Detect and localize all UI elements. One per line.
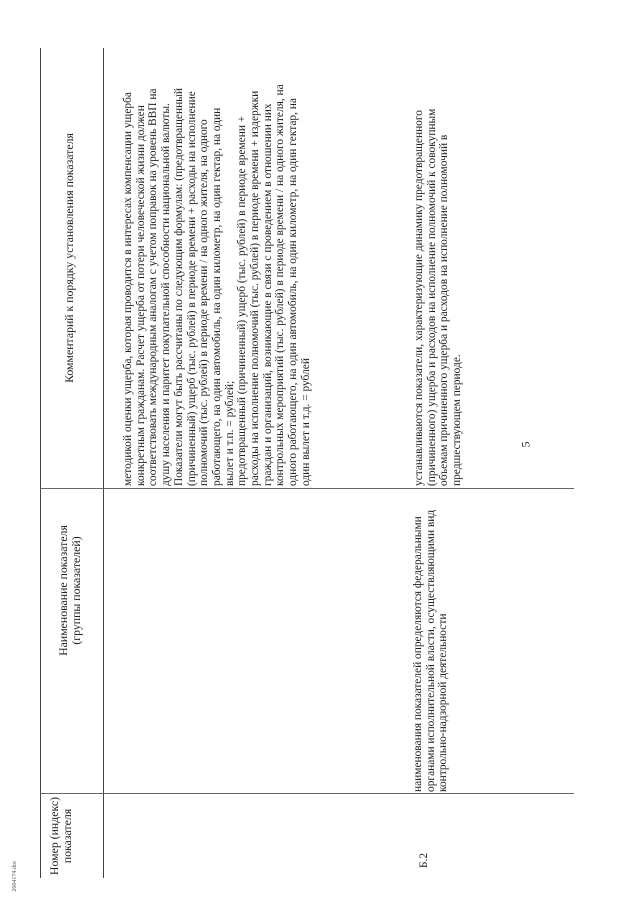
row1-comment-p1: методикой оценки ущерба, которая проводится в интересах компенсации ущерба конкретным гражданам. Расчет ущерба от потери человеческой жизни должен соответствовать международным аналогам с учетом поправок на уровень ВВП на душу населения и паритет покупательной способности национальной валюты. [122,88,173,486]
footer-code: 2604174.doc [12,860,18,892]
header-comment: Комментарий к порядку установления показателя [62,133,76,383]
row1-comment-p3: предотвращенный (причиненный) ущерб (тыс. рублей) в периоде времени + расходы на исполнение полномочий (тыс. рублей) в периоде времени + издержки граждан и организаций, возникающие в связи с проведением в отношении них контрольных мероприятий (тыс. рублей) в периоде времени / на одного жителя, на одного работающего, на один автомобиль, на один километр, на один гектар, на один вылет и т.д. = рублей [236,84,312,486]
header-row-border [103,48,104,878]
column-divider-1 [40,793,574,794]
header-name: Наименование показателя (группы показателей) [56,525,83,656]
table-top-border [40,48,41,878]
row2-comment: устанавливаются показатели, характеризующие динамику предотвращенного (причиненного) ущерба и расходов на исполнение полномочий к совокупным объемам причиненного ущерба и расходов на исполнение полномочий в предшествующем периоде. [413,108,464,486]
row1-comment-p2: Показатели могут быть рассчитаны по следующим формулам: (предотвращенный (причиненный) ущерб (тыс. рублей) в периоде времени + расходы на исполнение полномочий (тыс. рублей) в периоде времени / на одного жителя, на одного работающего, на один автомобиль, на один километр, на один гектар, на один вылет и т.п. = рублей; [172,88,236,486]
row2-number: Б.2 [418,852,430,868]
row1-comment [122,83,313,486]
row2-name: наименования показателей определяются федеральными органами исполнительной власти, осуществляющими вид контрольно-надзорной деятельности [412,509,450,792]
column-divider-2 [40,488,574,489]
rotated-table [40,48,574,878]
header-number: Номер (индекс) показателя [47,796,74,876]
page-number: 5 [518,441,533,448]
